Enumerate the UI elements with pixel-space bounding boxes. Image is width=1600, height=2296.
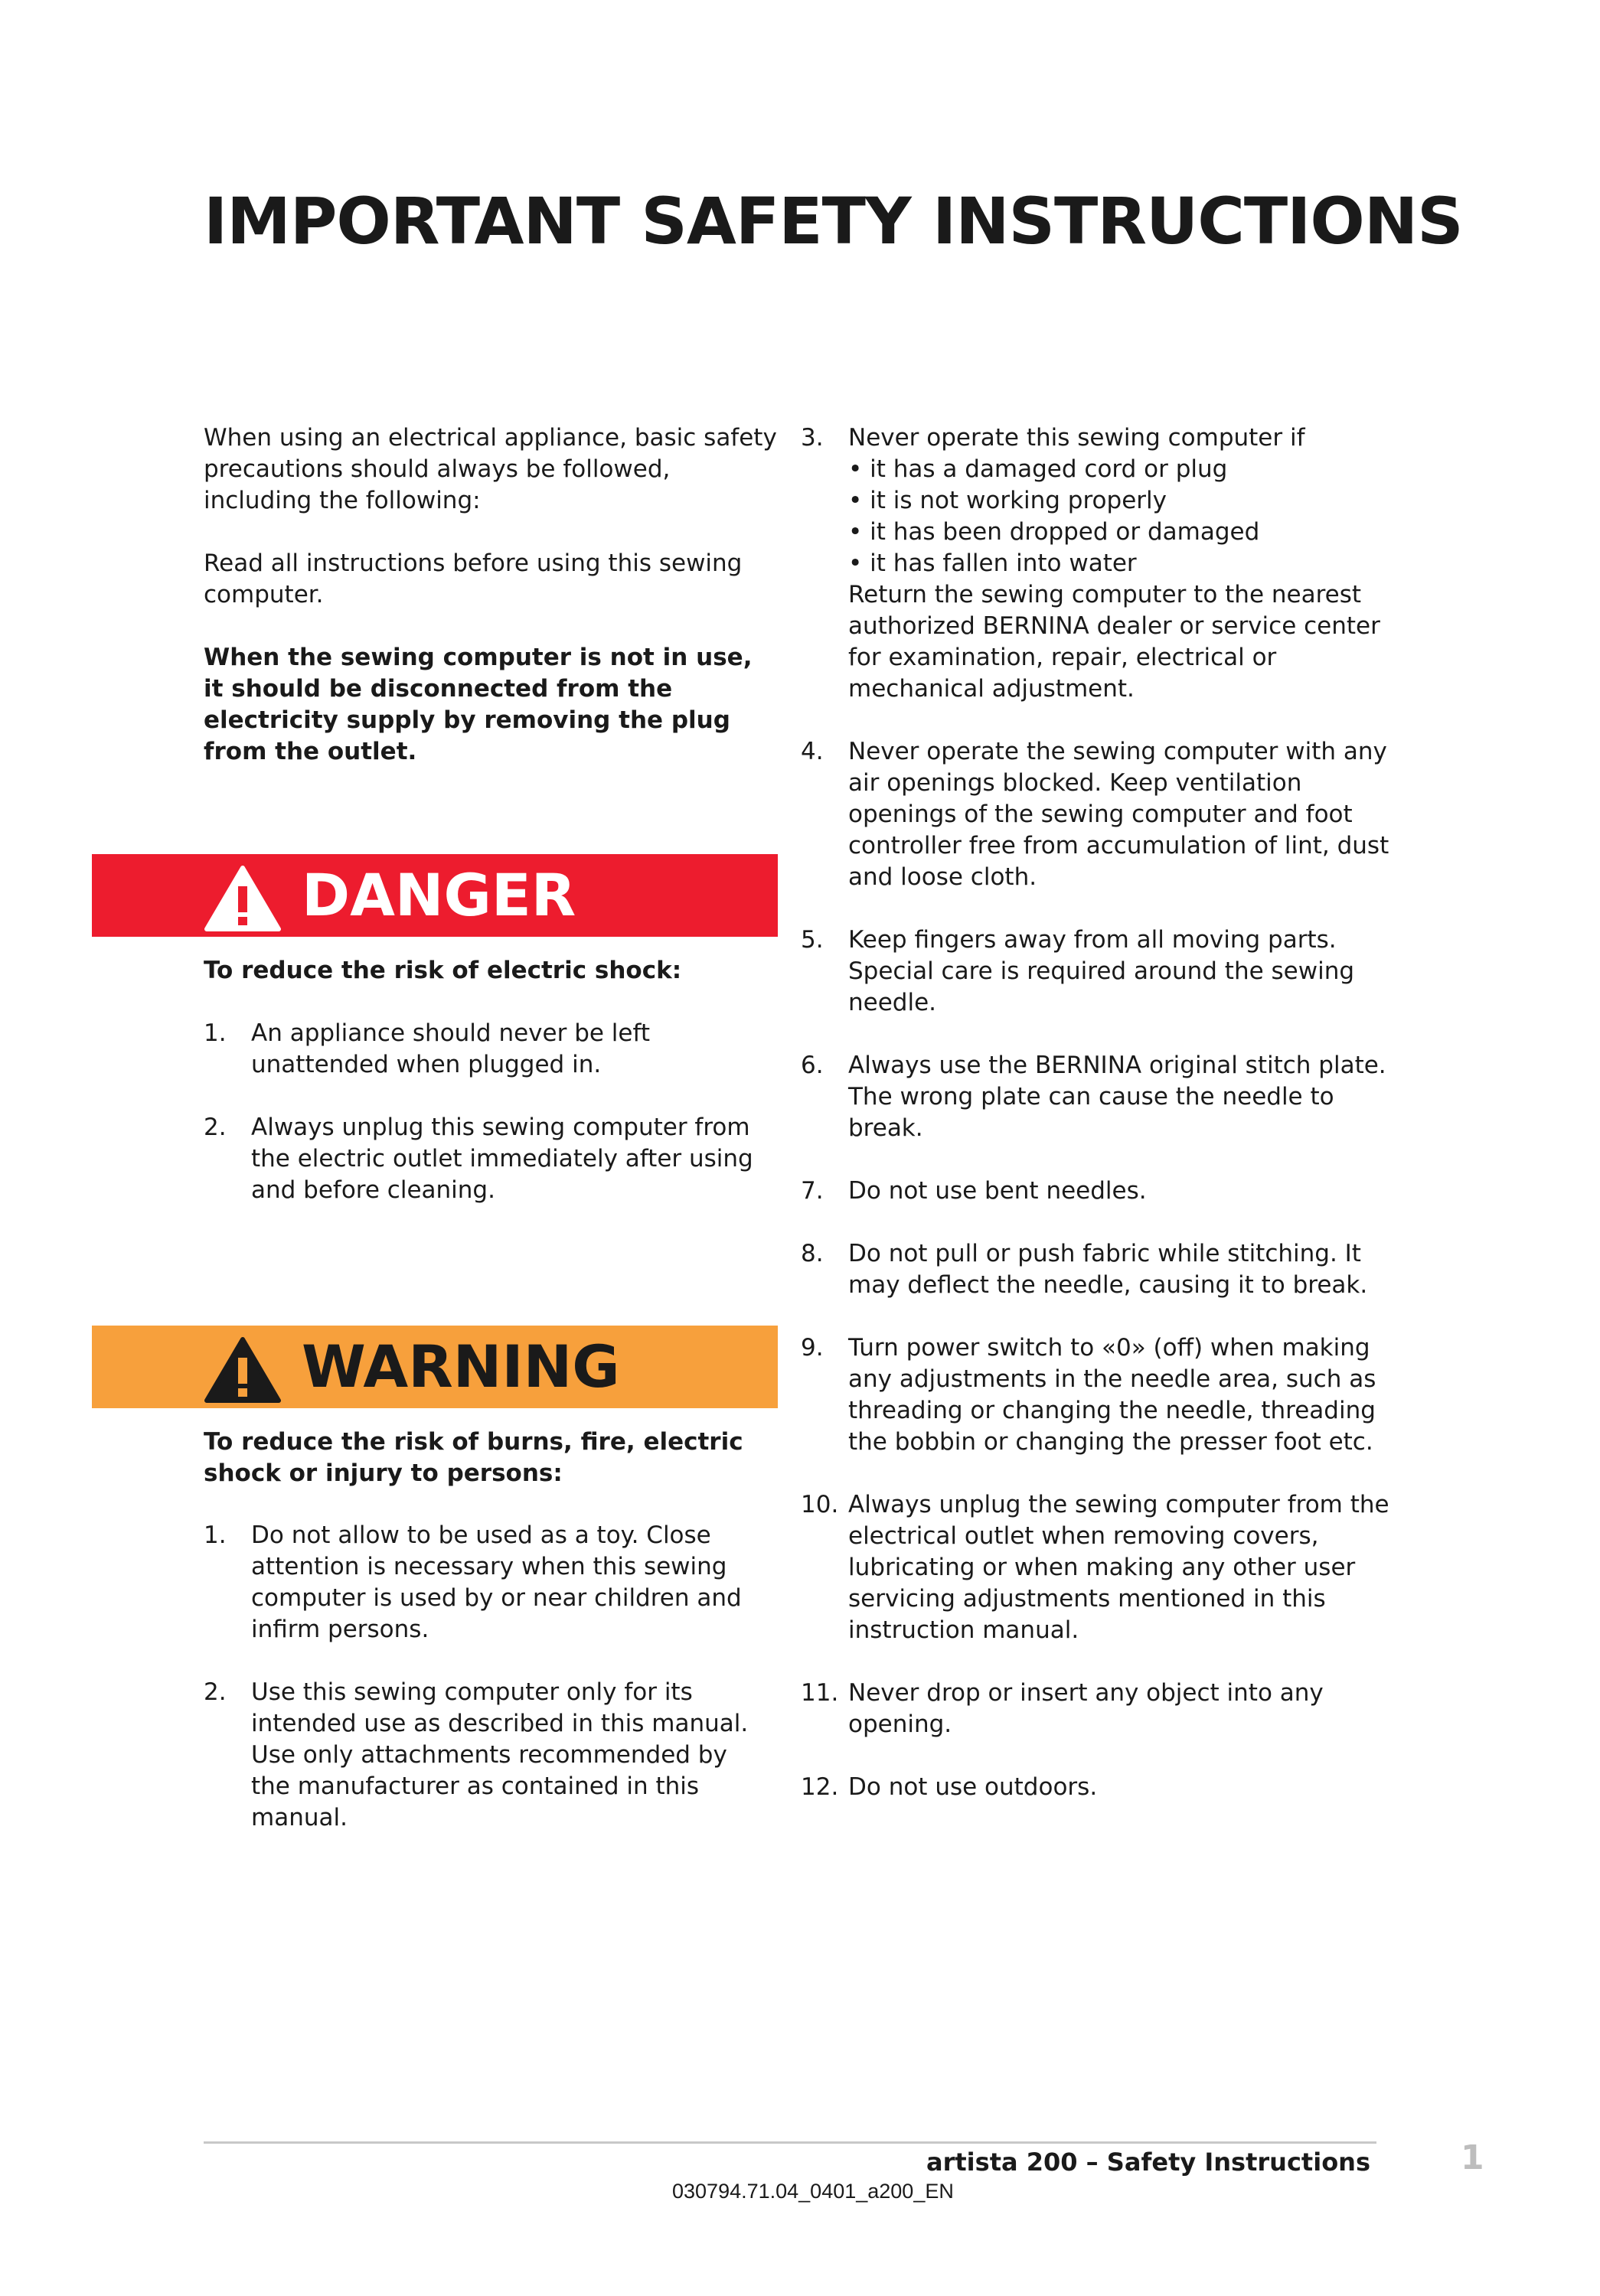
list-item: 9. Turn power switch to «0» (off) when making any adjustments in the needle area, such as threading or changing the needle, threading the bobbin or changing the presser foot etc. (801, 1334, 1376, 1456)
page-number: 1 (1461, 2138, 1484, 2177)
list-item: 1. An appliance should never be left unattended when plugged in. (204, 1019, 651, 1078)
list-item: 12. Do not use outdoors. (801, 1773, 1098, 1801)
right-column (801, 422, 1398, 1835)
list-item: 11. Never drop or insert any object into any opening. (801, 1679, 1324, 1738)
intro-paragraph: When using an electrical appliance, basic safety precautions should always be followed, including the following: (204, 424, 777, 514)
danger-list (204, 1018, 770, 1238)
document-code: 030794.71.04_0401_a200_EN (672, 2180, 954, 2203)
right-list (801, 422, 1398, 1803)
list-item: 1. Do not allow to be used as a toy. Close attention is necessary when this sewing computer is used by or near children and infirm persons. (204, 1521, 742, 1643)
warning-banner (92, 1326, 778, 1408)
list-item: 3. Never operate this sewing computer if • it has a damaged cord or plug • it is not working properly • it has been dropped or damaged • it has fallen into water Return the sewing computer to the nearest authorized BERNINA dealer or service center for examination, repair, electrical or mechanical adjustment. (801, 422, 1398, 705)
list-item: 5. Keep fingers away from all moving parts. Special care is required around the sewing needle. (801, 926, 1355, 1016)
list-item: 6. Always use the BERNINA original stitch plate. The wrong plate can cause the needle to break. (801, 1052, 1386, 1142)
bullet-list: • it has a damaged cord or plug • it is not working properly • it has been dropped or damaged • it has fallen into water (848, 454, 1398, 579)
page-title: IMPORTANT SAFETY INSTRUCTIONS (204, 184, 1463, 259)
warning-list (204, 1520, 770, 1865)
list-item: 2. Use this sewing computer only for its intended use as described in this manual. Use only attachments recommended by the manufacturer as contained in this manual. (204, 1678, 749, 1831)
danger-label: DANGER (302, 861, 576, 929)
intro-section (204, 422, 778, 768)
list-item: 4. Never operate the sewing computer with any air openings blocked. Keep ventilation openings of the sewing computer and foot controller free from accumulation of lint, dust and loose cloth. (801, 738, 1389, 891)
intro-paragraph: Read all instructions before using this sewing computer. (204, 550, 743, 608)
danger-banner (92, 854, 778, 937)
footer-title: artista 200 – Safety Instructions (926, 2148, 1370, 2177)
danger-subheading: To reduce the risk of electric shock: (204, 957, 682, 984)
list-item: 7. Do not use bent needles. (801, 1177, 1147, 1205)
warning-triangle-icon (204, 1336, 282, 1404)
intro-bold-notice: When the sewing computer is not in use, it should be disconnected from the electricity supply by removing the plug from the outlet. (204, 644, 753, 765)
list-item: 10. Always unplug the sewing computer from the electrical outlet when removing covers, lubricating or when making any other user servicing adjustments mentioned in this instruction manual. (801, 1491, 1389, 1644)
warning-label: WARNING (302, 1332, 620, 1401)
list-item: 8. Do not pull or push fabric while stitching. It may deflect the needle, causing it to break. (801, 1240, 1368, 1299)
warning-triangle-icon (204, 865, 282, 932)
footer-divider (204, 2141, 1376, 2144)
warning-subheading: To reduce the risk of burns, fire, electric shock or injury to persons: (204, 1428, 743, 1487)
list-item: 2. Always unplug this sewing computer from the electric outlet immediately after using and before cleaning. (204, 1114, 753, 1204)
